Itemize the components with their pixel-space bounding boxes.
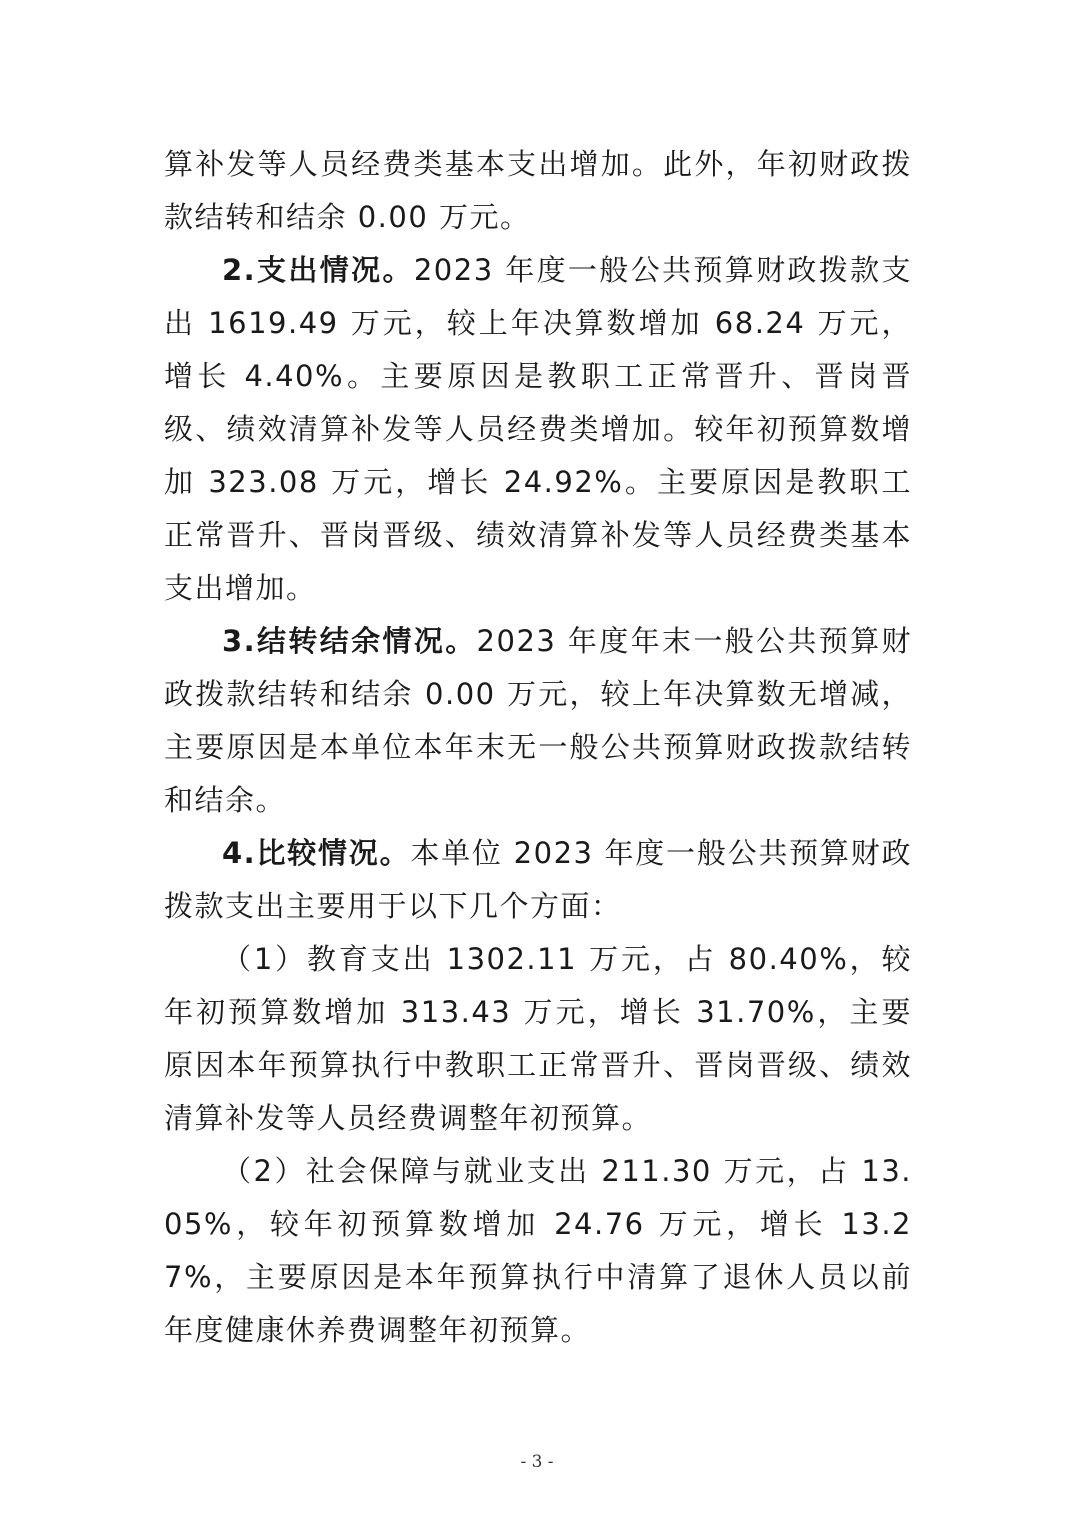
page-number: - 3 - bbox=[520, 1452, 554, 1472]
paragraph-social-security-spending bbox=[164, 1145, 912, 1357]
paragraph-text: （2）社会保障与就业支出 211.30 万元，占 13.05%，较年初预算数增加 24.76 万元，增长 13.27%，主要原因是本年预算执行中清算了退休人员以前年度健康休养费调整年初预算。 bbox=[164, 1154, 912, 1347]
paragraph-expenditure bbox=[164, 244, 912, 615]
paragraph-text: 2023 年度年末一般公共预算财政拨款结转和结余 0.00 万元，较上年决算数无增减，主要原因是本单位本年末无一般公共预算财政拨款结转和结余。 bbox=[164, 624, 912, 817]
paragraph-text: 本单位 2023 年度一般公共预算财政拨款支出主要用于以下几个方面： bbox=[164, 836, 912, 923]
paragraph-carryover bbox=[164, 615, 912, 827]
paragraph-income-continuation bbox=[164, 138, 912, 244]
paragraph-comparison bbox=[164, 827, 912, 933]
paragraph-text: 2023 年度一般公共预算财政拨款支出 1619.49 万元，较上年决算数增加 68.24 万元，增长 4.40%。主要原因是教职工正常晋升、晋岗晋级、绩效清算补发等人员经费类增加。较年初预算数增加 323.08 万元，增长 24.92%。主要原因是教职工正常晋升、晋岗晋级、绩效清算补发等人员经费类基本支出增加。 bbox=[164, 253, 912, 605]
paragraph-education-spending bbox=[164, 933, 912, 1145]
paragraph-heading: 3.结转结余情况。 bbox=[222, 624, 477, 658]
paragraph-heading: 2.支出情况。 bbox=[222, 253, 414, 287]
paragraph-text: 算补发等人员经费类基本支出增加。此外，年初财政拨款结转和结余 0.00 万元。 bbox=[164, 147, 912, 234]
paragraph-heading: 4.比较情况。 bbox=[222, 836, 411, 870]
body-text bbox=[164, 138, 912, 1357]
paragraph-text: （1）教育支出 1302.11 万元，占 80.40%，较年初预算数增加 313.43 万元，增长 31.70%，主要原因本年预算执行中教职工正常晋升、晋岗晋级、绩效清算补发等人员经费调整年初预算。 bbox=[164, 942, 912, 1135]
